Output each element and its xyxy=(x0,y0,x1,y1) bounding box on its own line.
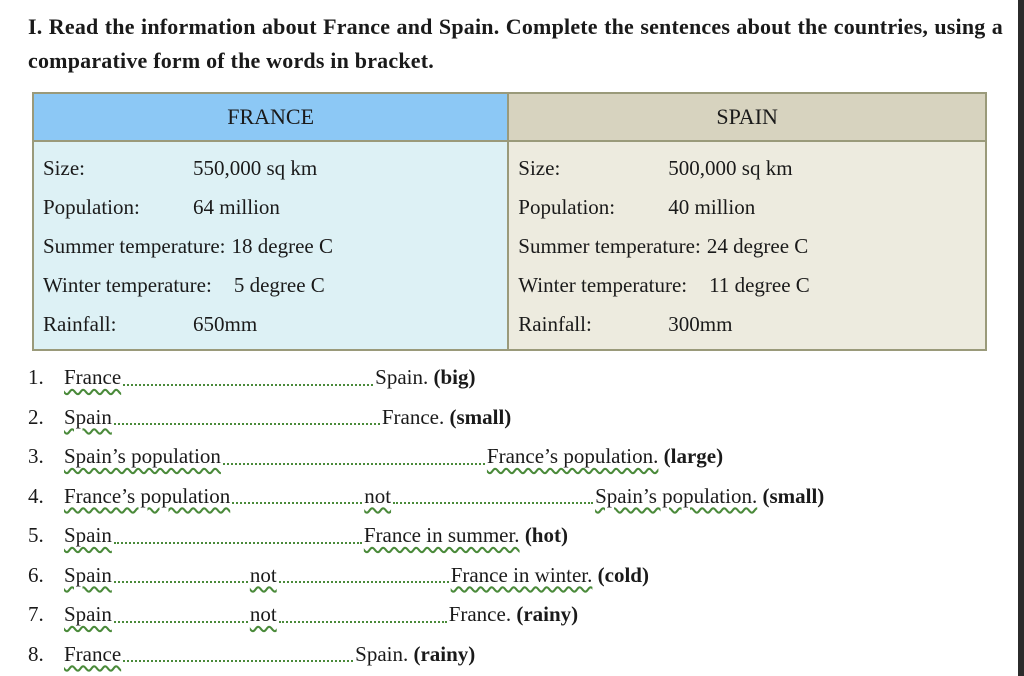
answer-blank[interactable] xyxy=(393,488,593,504)
answer-blank[interactable] xyxy=(114,607,248,623)
answer-blank[interactable] xyxy=(114,567,248,583)
answer-blank[interactable] xyxy=(279,567,449,583)
answer-blank[interactable] xyxy=(223,449,485,465)
spain-rainfall: Rainfall: 300mm xyxy=(518,312,733,336)
question-item: 5. Spain France in summer. (hot) xyxy=(28,523,568,548)
question-list xyxy=(28,358,824,674)
spain-winter-temp: Winter temperature: 11 degree C xyxy=(518,273,810,297)
answer-blank[interactable] xyxy=(114,409,380,425)
question-item: 3. Spain’s population France’s population. (large) xyxy=(28,444,724,469)
exercise-instruction: I. Read the information about France and Spain. Complete the sentences about the countries, using a comparative form of the words in bracket. xyxy=(28,14,1003,73)
question-item: 2. Spain France. (small) xyxy=(28,404,512,429)
france-rainfall: Rainfall: 650mm xyxy=(43,312,258,336)
question-item: 7. Spain not France. (rainy) xyxy=(28,602,579,627)
france-winter-temp: Winter temperature: 5 degree C xyxy=(43,273,325,297)
france-size: Size: 550,000 sq km xyxy=(43,156,318,180)
answer-blank[interactable] xyxy=(114,528,362,544)
question-item: 1. France Spain. (big) xyxy=(28,365,476,390)
spain-summer-temp: Summer temperature: 24 degree C xyxy=(518,234,809,258)
page-edge xyxy=(1018,0,1024,676)
france-heading: FRANCE xyxy=(33,93,508,141)
answer-blank[interactable] xyxy=(123,370,373,386)
answer-blank[interactable] xyxy=(279,607,447,623)
answer-blank[interactable] xyxy=(123,646,353,662)
question-item: 4. France’s population not Spain’s population. (small) xyxy=(28,483,825,508)
spain-heading: SPAIN xyxy=(508,93,986,141)
spain-population: Population: 40 million xyxy=(518,195,756,219)
country-info-table xyxy=(32,92,987,351)
france-population: Population: 64 million xyxy=(43,195,280,219)
question-item: 6. Spain not France in winter. (cold) xyxy=(28,562,649,587)
question-item: 8. France Spain. (rainy) xyxy=(28,641,476,666)
france-summer-temp: Summer temperature: 18 degree C xyxy=(43,234,333,258)
spain-size: Size: 500,000 sq km xyxy=(518,156,793,180)
france-facts-cell xyxy=(33,141,508,350)
answer-blank[interactable] xyxy=(232,488,362,504)
spain-facts-cell xyxy=(508,141,986,350)
